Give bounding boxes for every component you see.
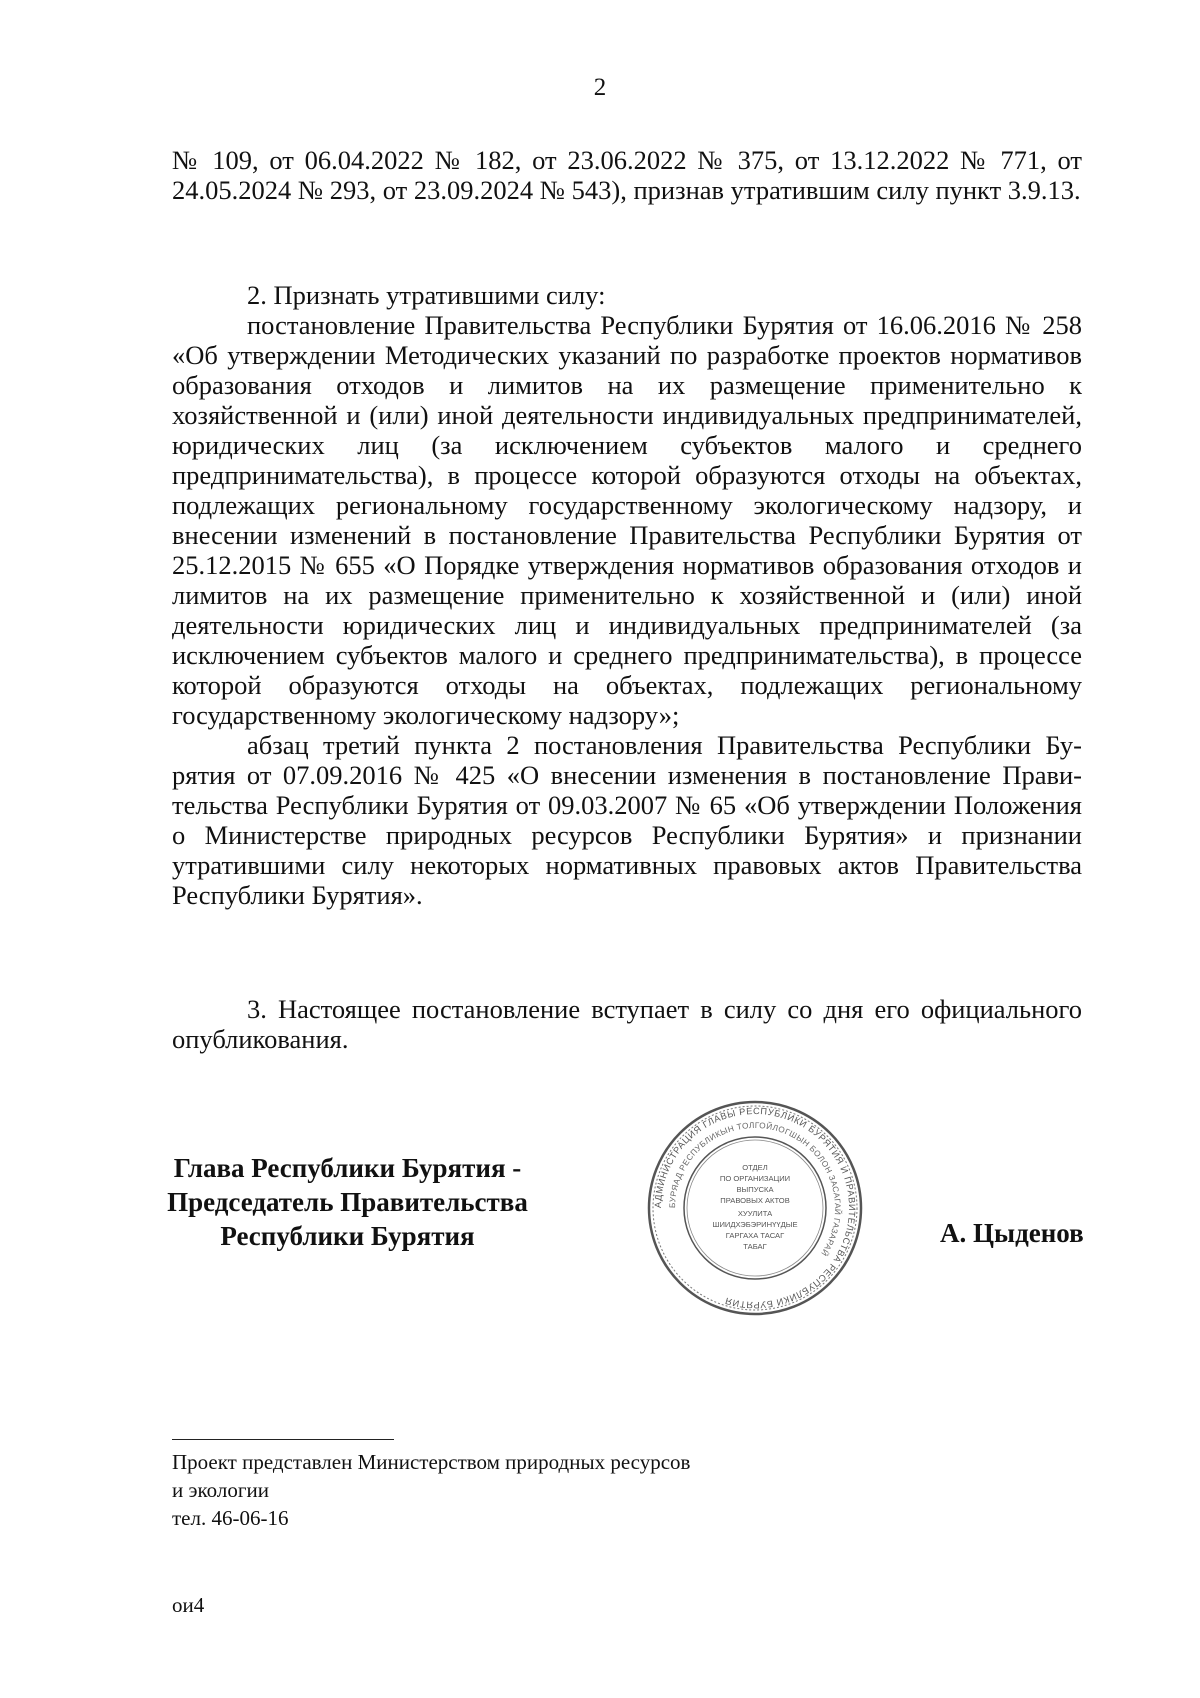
seal-center-line: ШИИДХЭБЭРИНҮҮДЫЕ (712, 1220, 798, 1229)
signatory-title-line: Республики Бурятия (220, 1221, 475, 1251)
footnote-line: и экологии (172, 1478, 269, 1502)
seal-inner-ring (684, 1137, 826, 1279)
seal-center-line: ПО ОРГАНИЗАЦИИ (719, 1174, 791, 1183)
page-number: 2 (593, 74, 607, 101)
official-seal (645, 1098, 865, 1318)
signatory-title-line: Глава Республики Бурятия - (173, 1153, 522, 1183)
seal-center-text (712, 1163, 797, 1251)
seal-center-line: ТАБАГ (743, 1242, 767, 1251)
item-2-intro: 2. Признать утратившими силу: (247, 280, 606, 310)
seal-center-line: ПРАВОВЫХ АКТОВ (720, 1196, 790, 1205)
item-3-block (172, 994, 1082, 1054)
item-2-resolution-text: постановление Правительства Республики Бурятия от 16.06.2016 № 258 «Об утверждении Методических указаний по разработке проектов нормативов образования отходов и лимитов на их размещение применительно к хозяйственной и (или) иной деятельности индивидуальных предпринимателей, юридических лиц (за исключением субъектов малого и среднего предпринимательства), в процессе которой образуются отходы на объектах, подлежащих региональному государственному экологическому надзору, и внесении изменений в постановление Правительства Республики Бурятия от 25.12.2015 № 655 «О Порядке утверждения нормативов образования отходов и лимитов на их размещение применительно к хозяйственной и (или) иной деятельности юридических лиц и индивидуальных предпринимателей (за исключением субъектов малого и среднего предпринимательства), в процессе которой образуются отходы на объектах, подлежащих региональному государственному экологическому надзору»; (172, 310, 1082, 730)
seal-outer-text: АДМИНИСТРАЦИЯ ГЛАВЫ РЕСПУБЛИКИ БУРЯТИЯ И ПРАВИТЕЛЬСТВА РЕСПУБЛИКИ БУРЯТИЯ (652, 1105, 858, 1311)
signatory-name: А. Цыденов (940, 1218, 1084, 1248)
seal-inner-text: БУРЯАД РЕСПУБЛИКЫН ТОЛГОЙЛОГШЫН БОЛОН ЗАСАГАЙ ГАЗАРАЙ (667, 1120, 843, 1258)
signatory-title-line: Председатель Правительства (167, 1187, 528, 1217)
footnote-line: Проект представлен Министерством природных ресурсов (172, 1450, 691, 1474)
item-3-text: 3. Настоящее постановление вступает в силу со дня его официального опубликования. (172, 994, 1082, 1054)
continuation-text: № 109, от 06.04.2022 № 182, от 23.06.2022 № 375, от 13.12.2022 № 771, от 24.05.2024 № 293, от 23.09.2024 № 543), признав утратившим силу пункт 3.9.13. (172, 145, 1082, 205)
footnote-divider (172, 1439, 394, 1440)
seal-outer-ring (649, 1102, 861, 1314)
seal-inner-ring-2 (687, 1140, 823, 1276)
item-2-paragraph-text: абзац третий пункта 2 постановления Правительства Республики Бурятия от 07.09.2016 № 425 «О внесении изменения в постановление Правительства Республики Бурятия от 09.03.2007 № 65 «Об утверждении Положения о Министерстве природных ресурсов Республики Бурятия» и признании утратившими силу некоторых нормативных правовых актов Правительства Республики Бурятия». (172, 730, 1082, 910)
seal-center-line: ГАРГАХА ТАСАГ (725, 1231, 785, 1240)
seal-center-line: ВЫПУСКА (736, 1185, 774, 1194)
footnote-phone: тел. 46-06-16 (172, 1506, 289, 1530)
seal-center-line: ХУУЛИТА (737, 1209, 773, 1218)
document-code: ои4 (172, 1593, 205, 1617)
seal-center-line: ОТДЕЛ (742, 1163, 768, 1172)
footnote (172, 1448, 872, 1532)
signatory-title (150, 1151, 545, 1253)
continuation-paragraph (172, 145, 1082, 205)
item-2-block (172, 280, 1082, 910)
